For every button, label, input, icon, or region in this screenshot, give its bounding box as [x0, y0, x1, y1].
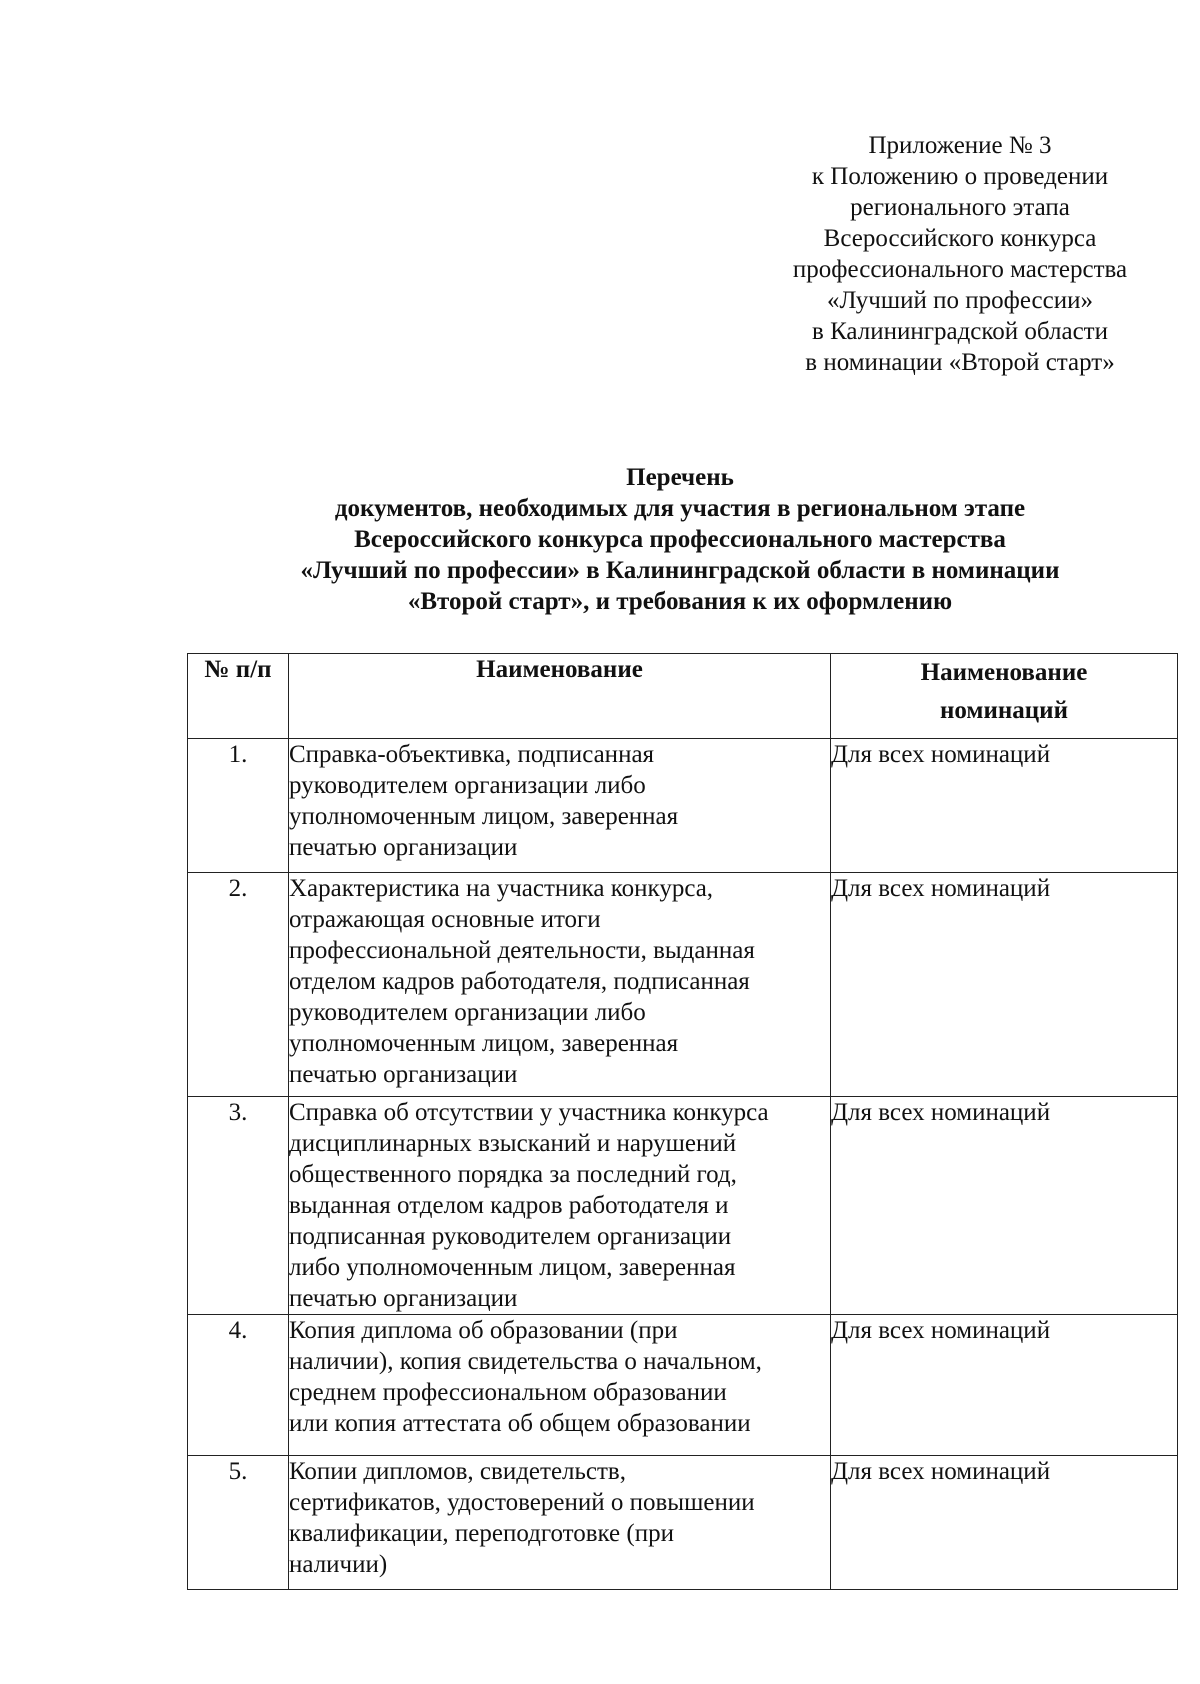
row-nomination: Для всех номинаций: [831, 1456, 1178, 1590]
title-line: «Лучший по профессии» в Калининградской области в номинации: [300, 557, 1060, 584]
row-nomination: Для всех номинаций: [831, 739, 1178, 873]
row-name-line: выданная отделом кадров работодателя и: [289, 1192, 729, 1219]
row-name-line: сертификатов, удостоверений о повышении: [289, 1489, 755, 1516]
table-row: [188, 1097, 1178, 1315]
title-line: «Второй старт», и требования к их оформлению: [407, 588, 953, 615]
appendix-header: [750, 130, 1170, 378]
table-row: [188, 873, 1178, 1097]
row-name-line: печатью организации: [289, 1285, 518, 1312]
row-name-line: уполномоченным лицом, заверенная: [289, 1030, 679, 1057]
row-name: [289, 739, 831, 873]
row-name-line: или копия аттестата об общем образовании: [289, 1410, 751, 1437]
row-name-line: отделом кадров работодателя, подписанная: [289, 968, 750, 995]
appendix-line: Приложение № 3: [868, 132, 1052, 159]
table-row: [188, 1315, 1178, 1456]
row-name-line: профессиональной деятельности, выданная: [289, 937, 755, 964]
row-name-line: наличии): [289, 1551, 388, 1578]
row-name-line: подписанная руководителем организации: [289, 1223, 732, 1250]
row-name: [289, 1456, 831, 1590]
appendix-line: регионального этапа: [850, 194, 1070, 221]
document-title: [150, 462, 1200, 617]
row-name-line: Характеристика на участника конкурса,: [289, 875, 714, 902]
row-name: [289, 1315, 831, 1456]
header-nomination-line: номинаций: [940, 697, 1068, 724]
row-name-line: отражающая основные итоги: [289, 906, 601, 933]
row-name-line: дисциплинарных взысканий и нарушений: [289, 1130, 737, 1157]
table-row: [188, 739, 1178, 873]
title-line: документов, необходимых для участия в региональном этапе: [334, 495, 1026, 522]
row-name-line: печатью организации: [289, 834, 518, 861]
title-line: Перечень: [626, 464, 734, 491]
row-name-line: руководителем организации либо: [289, 999, 646, 1026]
row-name-line: Копии дипломов, свидетельств,: [289, 1458, 626, 1485]
table-row: [188, 1456, 1178, 1590]
appendix-line: в Калининградской области: [812, 318, 1108, 345]
row-name-line: наличии), копия свидетельства о начальном,: [289, 1348, 762, 1375]
appendix-line: Всероссийского конкурса: [823, 225, 1097, 252]
row-nomination: Для всех номинаций: [831, 1315, 1178, 1456]
header-name: Наименование: [289, 654, 831, 739]
row-nomination: Для всех номинаций: [831, 1097, 1178, 1315]
row-name-line: печатью организации: [289, 1061, 518, 1088]
appendix-line: в номинации «Второй старт»: [805, 349, 1115, 376]
row-name: [289, 873, 831, 1097]
row-name-line: квалификации, переподготовке (при: [289, 1520, 674, 1547]
title-line: Всероссийского конкурса профессионального мастерства: [354, 526, 1006, 553]
table-header-row: [188, 654, 1178, 739]
row-name-line: общественного порядка за последний год,: [289, 1161, 737, 1188]
row-name-line: уполномоченным лицом, заверенная: [289, 803, 679, 830]
row-name-line: руководителем организации либо: [289, 772, 646, 799]
row-name-line: Справка-объективка, подписанная: [289, 741, 655, 768]
row-number: 5.: [188, 1456, 289, 1590]
row-nomination: Для всех номинаций: [831, 873, 1178, 1097]
row-name-line: Справка об отсутствии у участника конкурса: [289, 1099, 769, 1126]
appendix-line: профессионального мастерства: [792, 256, 1128, 283]
row-number: 3.: [188, 1097, 289, 1315]
row-name-line: Копия диплома об образовании (при: [289, 1317, 678, 1344]
header-num: № п/п: [188, 654, 289, 739]
appendix-line: «Лучший по профессии»: [826, 287, 1094, 314]
row-number: 4.: [188, 1315, 289, 1456]
row-name-line: либо уполномоченным лицом, заверенная: [289, 1254, 736, 1281]
row-number: 1.: [188, 739, 289, 873]
appendix-line: к Положению о проведении: [811, 163, 1109, 190]
header-nomination: [831, 654, 1178, 739]
documents-table: [187, 653, 1178, 1590]
header-nomination-line: Наименование: [920, 659, 1088, 686]
row-number: 2.: [188, 873, 289, 1097]
row-name-line: среднем профессиональном образовании: [289, 1379, 727, 1406]
row-name: [289, 1097, 831, 1315]
